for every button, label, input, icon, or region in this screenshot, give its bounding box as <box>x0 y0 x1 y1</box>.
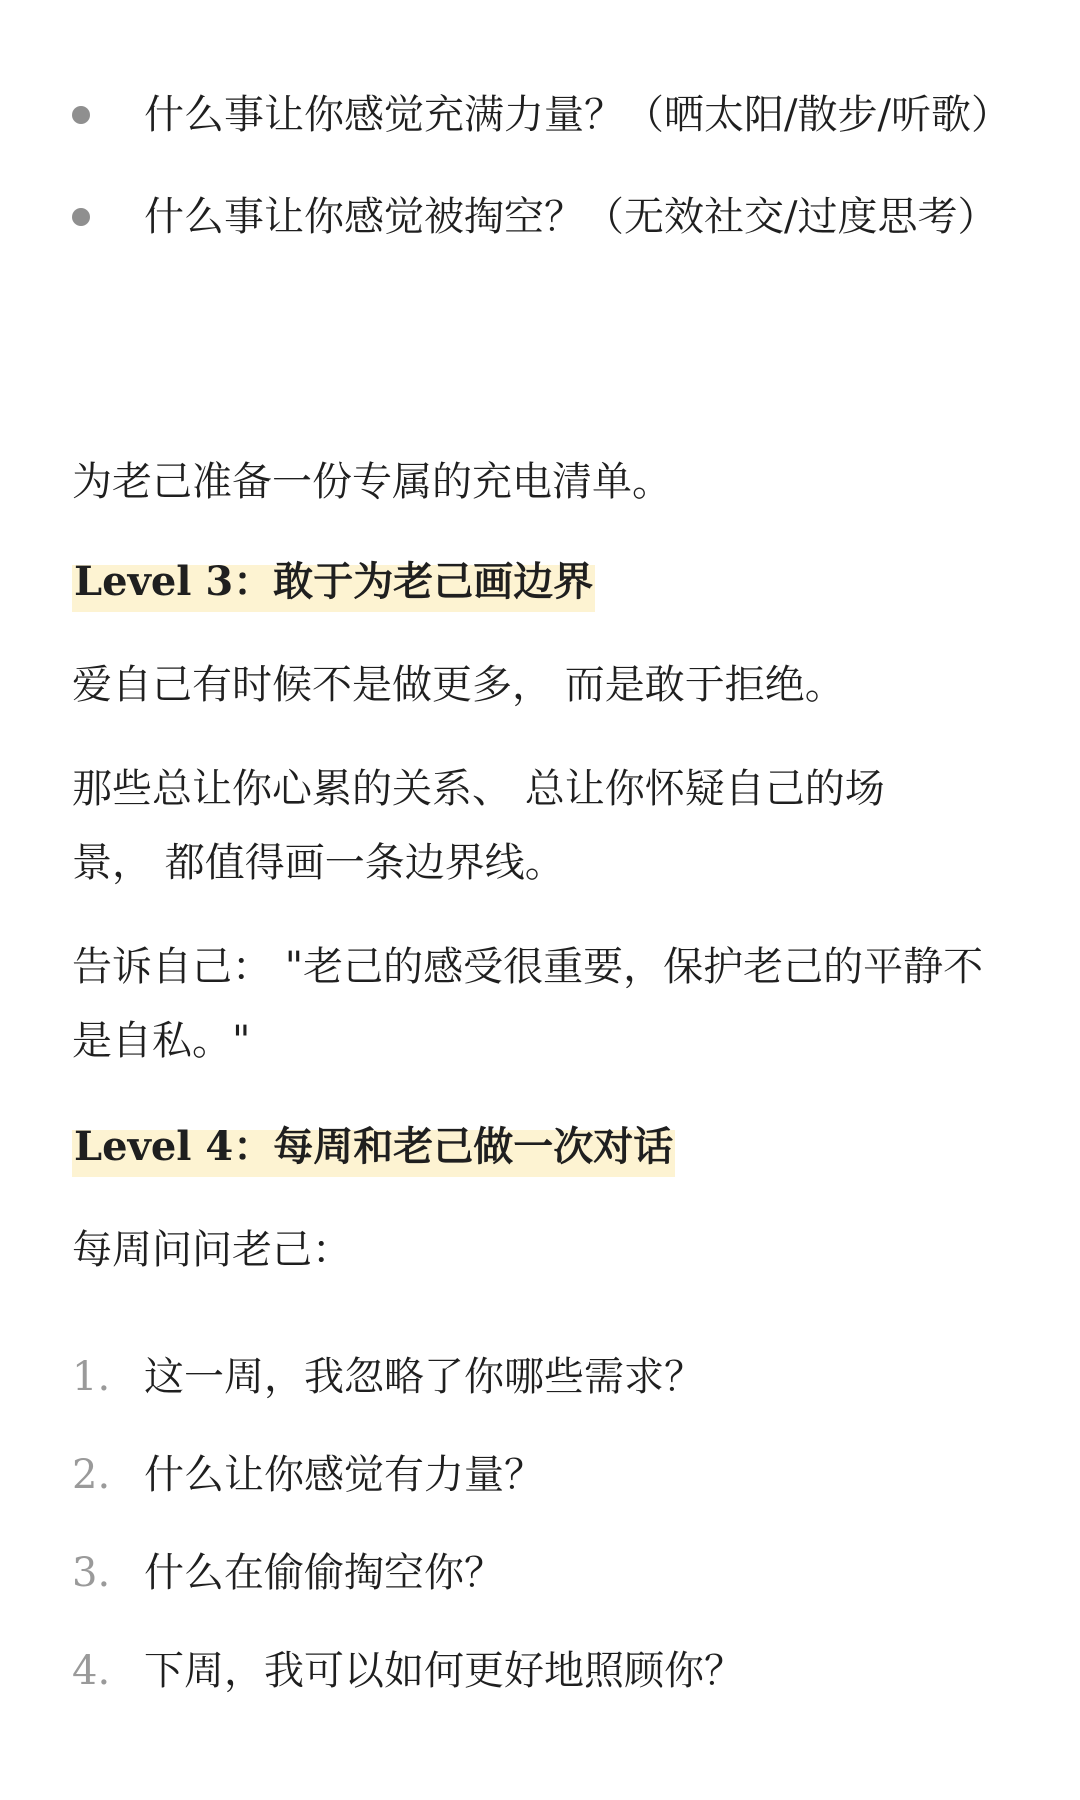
list-number: 2. <box>72 1452 111 1498</box>
list-item <box>72 1634 1010 1708</box>
level3-paragraph-1: 爱自己有时候不是做更多， 而是敢于拒绝。 <box>72 662 845 708</box>
bullet-dot-icon <box>72 106 90 124</box>
energy-bullet-list <box>72 78 1010 282</box>
question-text: 下周，我可以如何更好地照顾你？ <box>144 1648 744 1694</box>
weekly-questions-list <box>72 1340 1010 1732</box>
list-number: 1. <box>72 1354 111 1400</box>
list-number: 3. <box>72 1550 111 1596</box>
level4-heading: Level 4：每周和老己做一次对话 <box>72 1117 675 1177</box>
question-text: 什么在偷偷掏空你？ <box>144 1550 504 1596</box>
question-text: 这一周，我忽略了你哪些需求？ <box>144 1354 704 1400</box>
list-item <box>72 180 1010 254</box>
charge-list-paragraph: 为老己准备一份专属的充电清单。 <box>72 459 672 505</box>
list-number: 4. <box>72 1648 111 1694</box>
bullet-text: 什么事让你感觉充满力量？（晒太阳/散步/听歌） <box>144 92 1011 138</box>
bullet-dot-icon <box>72 208 90 226</box>
level4-intro: 每周问问老己： <box>72 1227 352 1273</box>
question-text: 什么让你感觉有力量？ <box>144 1452 544 1498</box>
list-item <box>72 1340 1010 1414</box>
level3-paragraph-3: 告诉自己： "老己的感受很重要，保护老己的平静不是自私。" <box>72 944 984 1064</box>
level3-paragraph-2: 那些总让你心累的关系、 总让你怀疑自己的场景， 都值得画一条边界线。 <box>72 766 885 886</box>
level3-heading: Level 3：敢于为老己画边界 <box>72 552 595 612</box>
list-item <box>72 78 1010 152</box>
bullet-text: 什么事让你感觉被掏空？（无效社交/过度思考） <box>144 194 998 240</box>
list-item <box>72 1536 1010 1610</box>
list-item <box>72 1438 1010 1512</box>
